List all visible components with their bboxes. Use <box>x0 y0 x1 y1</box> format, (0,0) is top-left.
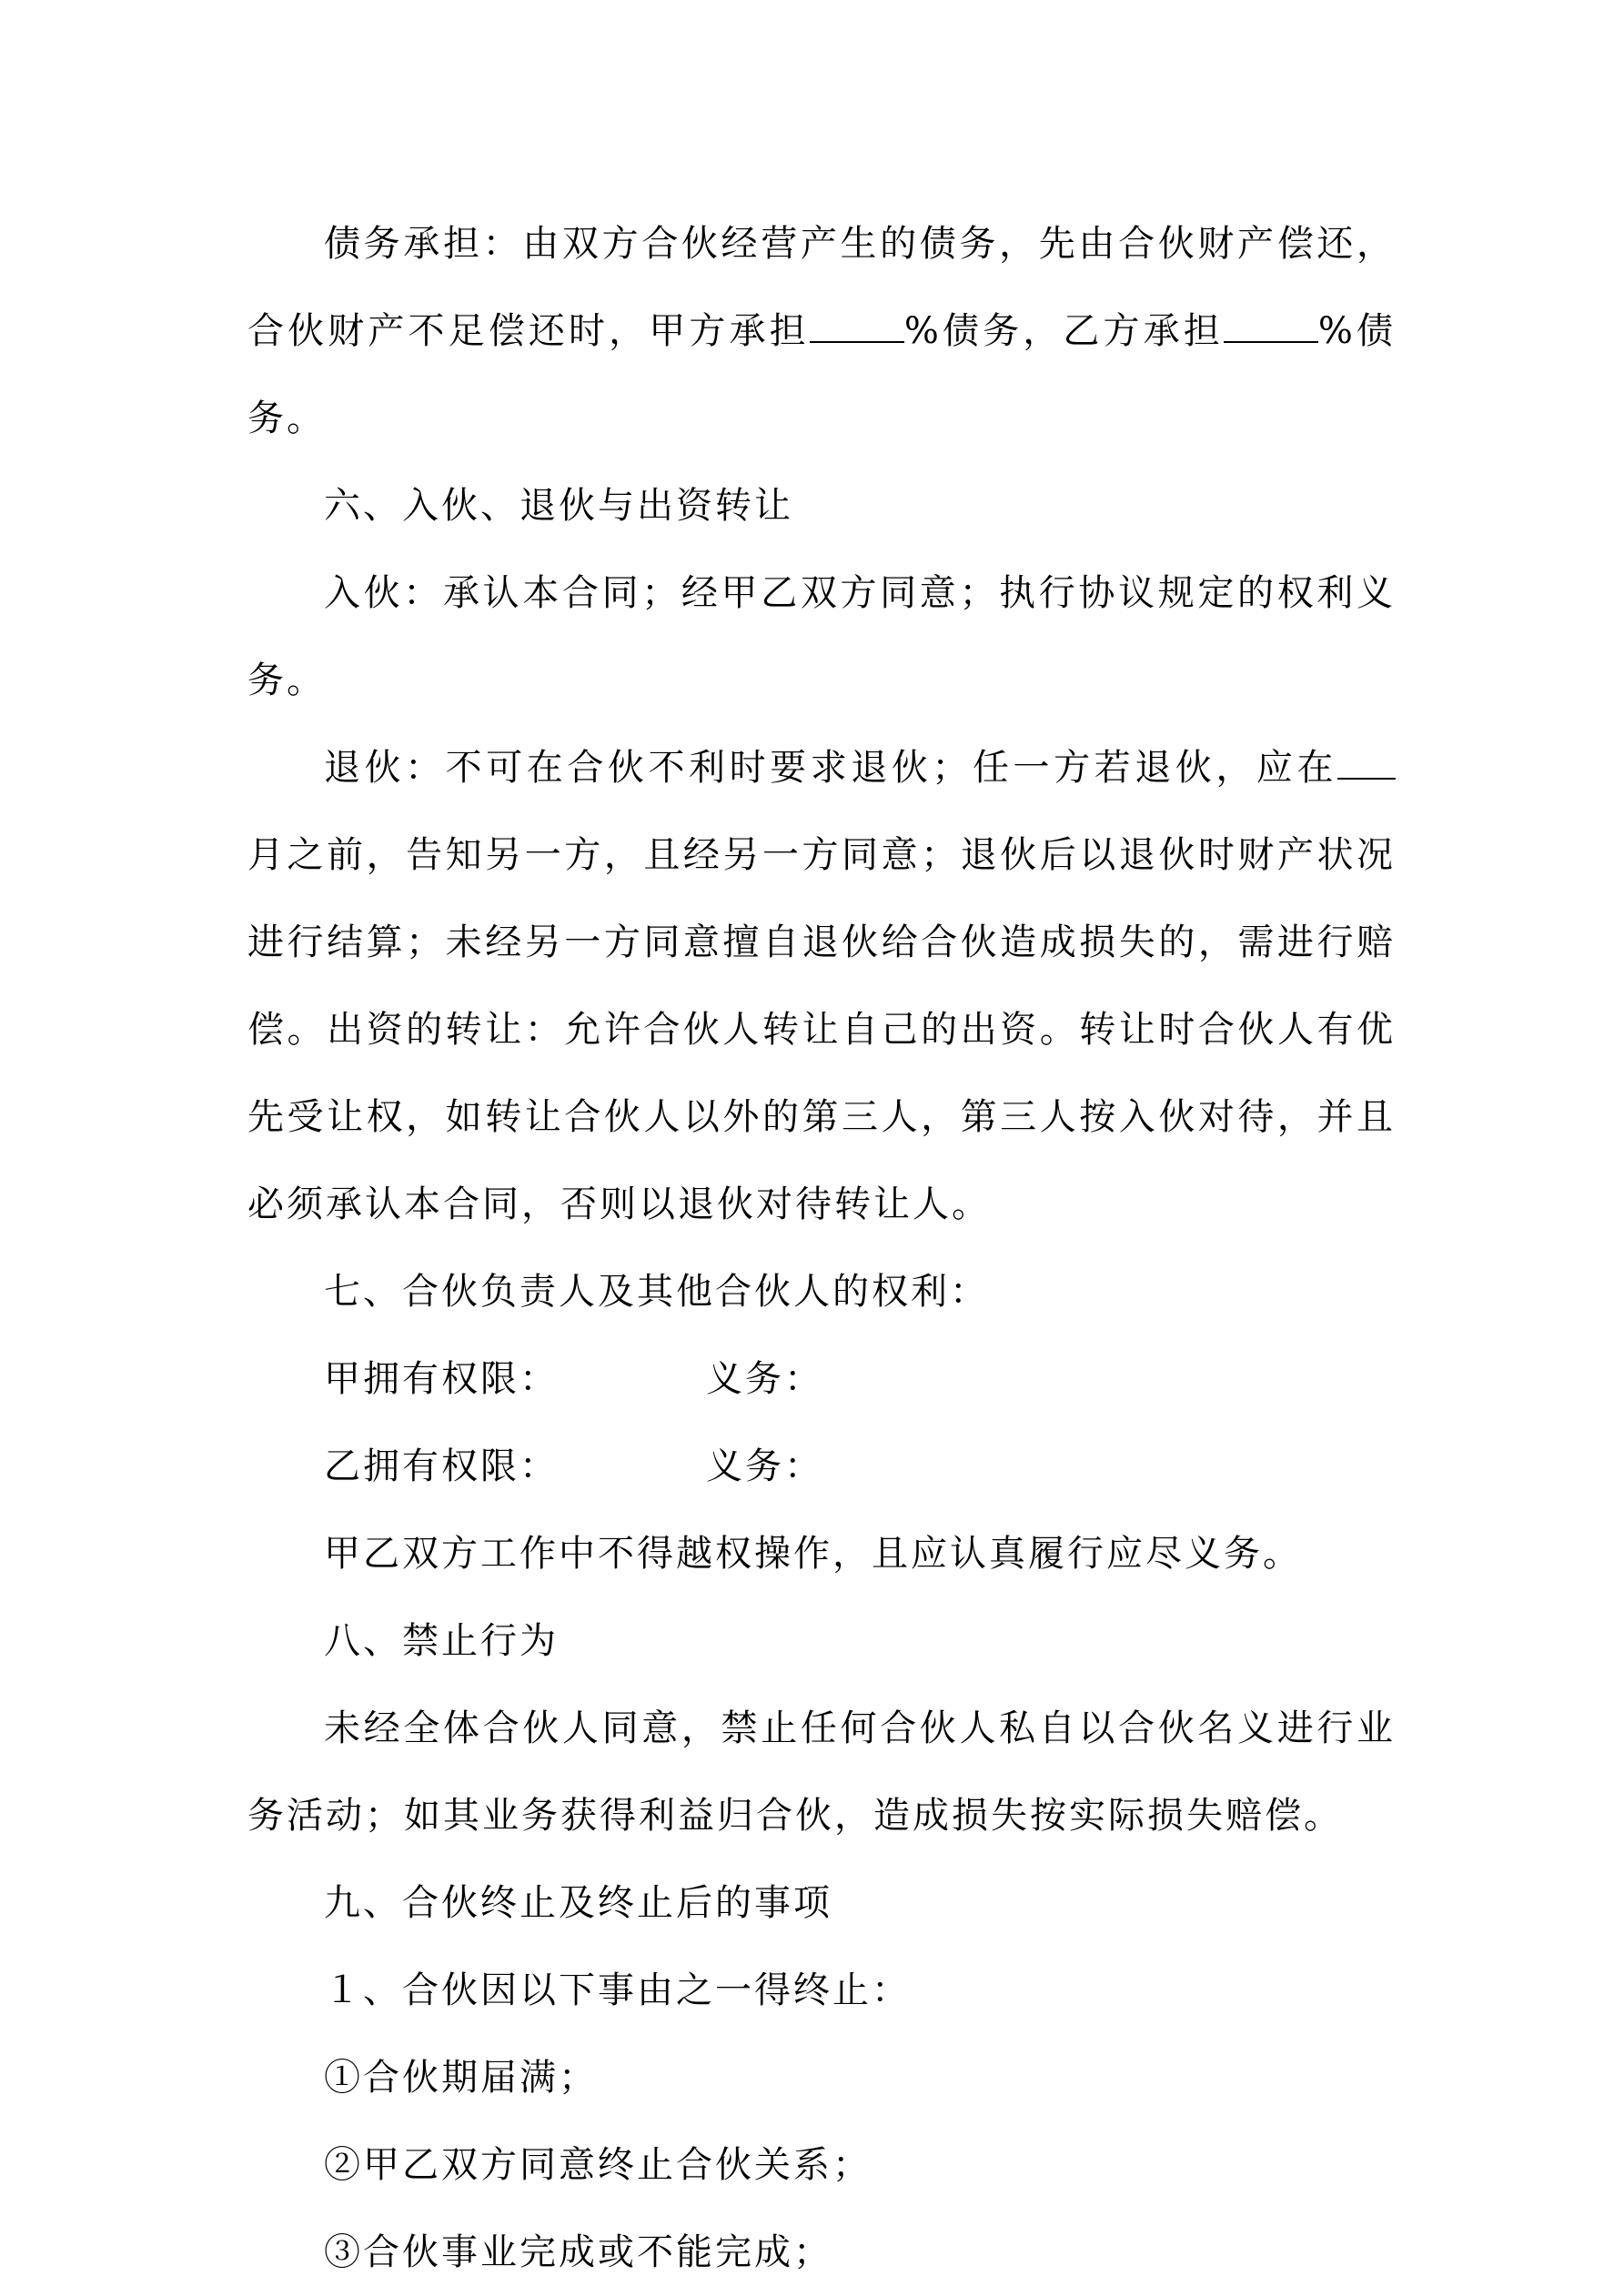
jia-rights-label: 甲拥有权限： <box>324 1358 559 1400</box>
debt-text-3: %债务。 <box>247 310 1396 439</box>
section7-note: 甲乙双方工作中不得越权操作，且应认真履行应尽义务。 <box>324 1533 1302 1575</box>
section6-heading: 六、入伙、退伙与出资转让 <box>324 485 793 527</box>
withdraw-month-blank <box>1337 740 1396 780</box>
section9-condition-3: ③合伙事业完成或不能完成； <box>324 2231 832 2273</box>
debt-blank-jia <box>810 303 904 343</box>
debt-text-1: 债务承担：由双方合伙经营产生的债务，先由合伙财产偿还，合伙财产不足偿还时，甲方承担 <box>247 223 1396 352</box>
debt-paragraph <box>247 200 1396 462</box>
withdraw-text-a: 退伙：不可在合伙不利时要求退伙；任一方若退伙，应在 <box>324 747 1337 789</box>
debt-text-2: %债务，乙方承担 <box>903 310 1224 352</box>
section9-condition-2: ②甲乙双方同意终止合伙关系； <box>324 2144 872 2186</box>
section9-condition-1: ①合伙期届满； <box>324 2057 598 2099</box>
section7-heading: 七、合伙负责人及其他合伙人的权利： <box>324 1271 989 1313</box>
join-paragraph: 入伙：承认本合同；经甲乙双方同意；执行协议规定的权利义务。 <box>247 572 1396 701</box>
yi-duties-label: 义务： <box>706 1445 823 1487</box>
withdraw-paragraph <box>247 724 1396 1248</box>
yi-rights-label: 乙拥有权限： <box>324 1445 559 1487</box>
document-body <box>247 200 1396 2296</box>
yi-rights-row <box>247 1423 1396 1510</box>
section9-item1: １、合伙因以下事由之一得终止： <box>324 1969 911 2011</box>
section9-heading: 九、合伙终止及终止后的事项 <box>324 1882 832 1924</box>
section8-text: 未经全体合伙人同意，禁止任何合伙人私自以合伙名义进行业务活动；如其业务获得利益归合伙，造成损失按实际损失赔偿。 <box>247 1707 1396 1837</box>
withdraw-text-b: 月之前，告知另一方，且经另一方同意；退伙后以退伙时财产状况进行结算；未经另一方同意擅自退伙给合伙造成损失的，需进行赔偿。出资的转让：允许合伙人转让自己的出资。转让时合伙人有优先受让权，如转让合伙人以外的第三人，第三人按入伙对待，并且必须承认本合同，否则以退伙对待转让人。 <box>247 834 1396 1225</box>
section8-heading: 八、禁止行为 <box>324 1620 559 1662</box>
jia-rights-row <box>247 1335 1396 1423</box>
debt-blank-yi <box>1224 303 1318 343</box>
jia-duties-label: 义务： <box>706 1358 823 1400</box>
